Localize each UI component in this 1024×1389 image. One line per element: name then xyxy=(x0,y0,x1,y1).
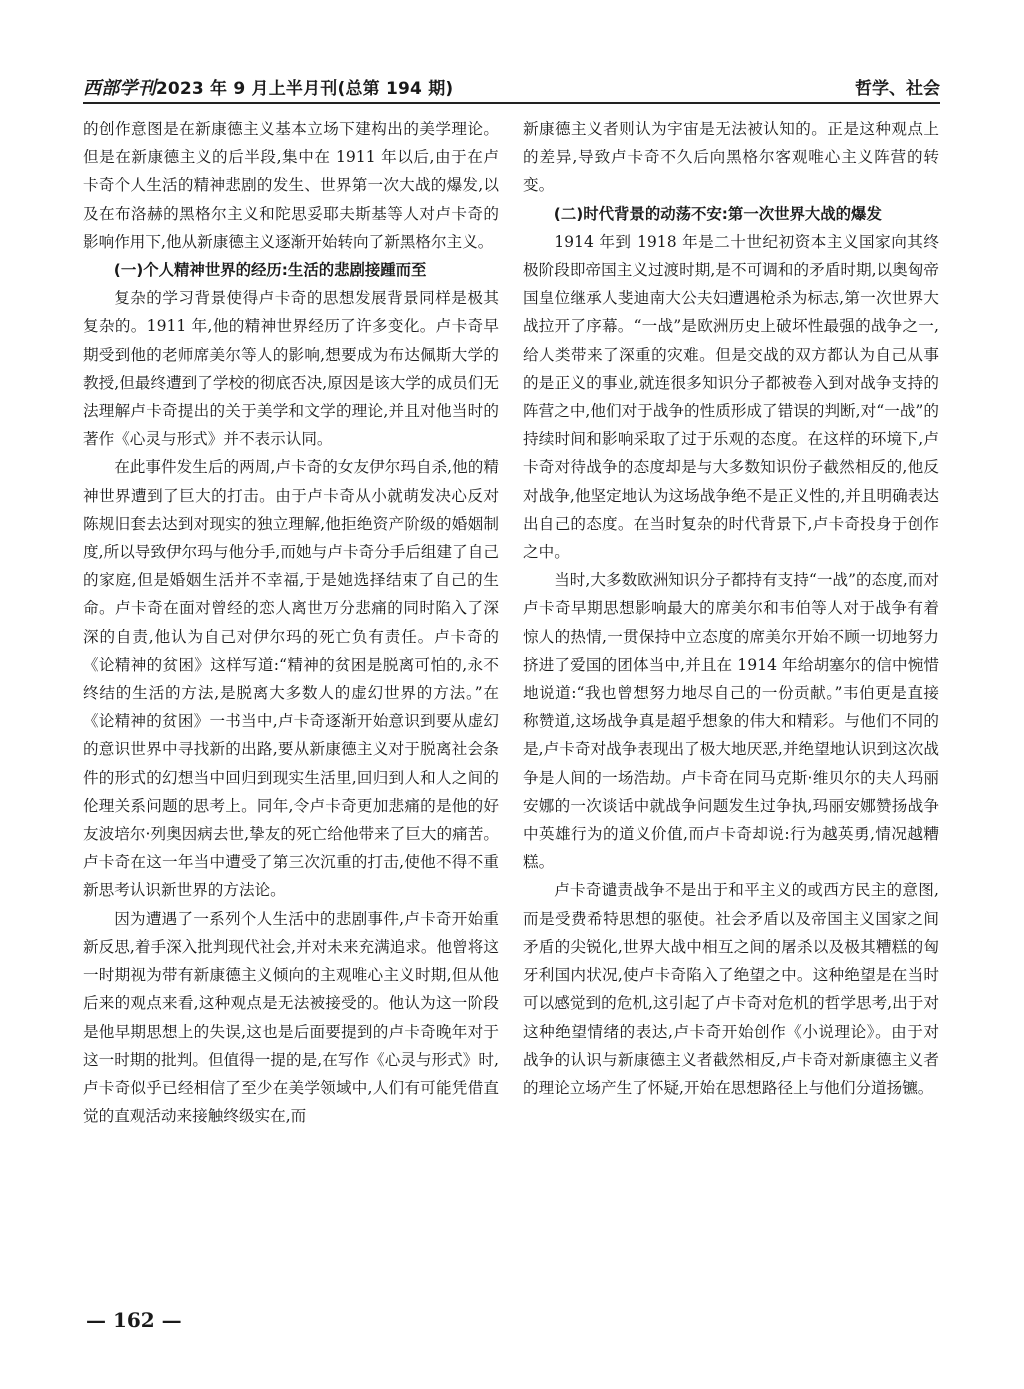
header-journal xyxy=(83,74,453,100)
left-column xyxy=(83,115,499,1130)
section-heading-2: (二)时代背景的动荡不安:第一次世界大战的爆发 xyxy=(553,204,882,223)
issue-info: 2023 年 9 月上半月刊(总第 194 期) xyxy=(155,79,454,99)
paragraph: 新康德主义者则认为宇宙是无法被认知的。正是这种观点上的差异,导致卢卡奇不久后向黑格尔客观唯心主义阵营的转变。 xyxy=(523,120,939,195)
paragraph: 1914 年到 1918 年是二十世纪初资本主义国家向其终极阶段即帝国主义过渡时期,是不可调和的矛盾时期,以奥匈帝国皇位继承人斐迪南大公夫妇遭遇枪杀为标志,第一次世界大战拉开了序幕。“一战”是欧洲历史上破坏性最强的战争之一,给人类带来了深重的灾难。但是交战的双方都认为自己从事的是正义的事业,就连很多知识分子都被卷入到对战争支持的阵营之中,他们对于战争的性质形成了错误的判断,对“一战”的持续时间和影响采取了过于乐观的态度。在这样的环境下,卢卡奇对待战争的态度却是与大多数知识份子截然相反的,他反对战争,他坚定地认为这场战争绝不是正义性的,并且明确表达出自己的态度。在当时复杂的时代背景下,卢卡奇投身于创作之中。 xyxy=(523,232,939,562)
page-number: — 162 — xyxy=(86,1308,182,1332)
paragraph: 的创作意图是在新康德主义基本立场下建构出的美学理论。但是在新康德主义的后半段,集中在 1911 年以后,由于在卢卡奇个人生活的精神悲剧的发生、世界第一次大战的爆发,以及在布洛赫的黑格尔主义和陀思妥耶夫斯基等人对卢卡奇的影响作用下,他从新康德主义逐渐开始转向了新黑格尔主义。 xyxy=(83,120,499,251)
paragraph: 当时,大多数欧洲知识分子都持有支持“一战”的态度,而对卢卡奇早期思想影响最大的席美尔和韦伯等人对于战争有着惊人的热情,一贯保持中立态度的席美尔开始不顾一切地努力挤进了爱国的团体当中,并且在 1914 年给胡塞尔的信中惋惜地说道:“我也曾想努力地尽自己的一份贡献。”韦伯更是直接称赞道,这场战争真是超乎想象的伟大和精彩。与他们不同的是,卢卡奇对战争表现出了极大地厌恶,并绝望地认识到这次战争是人间的一场浩劫。卢卡奇在同马克斯·维贝尔的夫人玛丽安娜的一次谈话中就战争问题发生过争执,玛丽安娜赞扬战争中英雄行为的道义价值,而卢卡奇却说:行为越英勇,情况越糟糕。 xyxy=(523,571,939,872)
paragraph: 因为遭遇了一系列个人生活中的悲剧事件,卢卡奇开始重新反思,着手深入批判现代社会,并对未来充满追求。他曾将这一时期视为带有新康德主义倾向的主观唯心主义时期,但从他后来的观点来看,这种观点是无法被接受的。他认为这一阶段是他早期思想上的失误,这也是后面要提到的卢卡奇晚年对于这一时期的批判。但值得一提的是,在写作《心灵与形式》时,卢卡奇似乎已经相信了至少在美学领域中,人们有可能凭借直觉的直观活动来接触终级实在,而 xyxy=(83,909,499,1126)
paragraph: 在此事件发生后的两周,卢卡奇的女友伊尔玛自杀,他的精神世界遭到了巨大的打击。由于卢卡奇从小就萌发决心反对陈规旧套去达到对现实的独立理解,他拒绝资产阶级的婚姻制度,所以导致伊尔玛与他分手,而她与卢卡奇分手后组建了自己的家庭,但是婚姻生活并不幸福,于是她选择结束了自己的生命。卢卡奇在面对曾经的恋人离世万分悲痛的同时陷入了深深的自责,他认为自己对伊尔玛的死亡负有责任。卢卡奇的《论精神的贫困》这样写道:“精神的贫困是脱离可怕的,永不终结的生活的方法,是脱离大多数人的虚幻世界的方法。”在《论精神的贫困》一书当中,卢卡奇逐渐开始意识到要从虚幻的意识世界中寻找新的出路,要从新康德主义对于脱离社会条件的形式的幻想当中回归到现实生活里,回归到人和人之间的伦理关系问题的思考上。同年,令卢卡奇更加悲痛的是他的好友波培尔·列奥因病去世,挚友的死亡给他带来了巨大的痛苦。卢卡奇在这一年当中遭受了第三次沉重的打击,使他不得不重新思考认识新世界的方法论。 xyxy=(83,458,499,900)
page-header xyxy=(83,72,940,104)
paragraph: 复杂的学习背景使得卢卡奇的思想发展背景同样是极其复杂的。1911 年,他的精神世界经历了许多变化。卢卡奇早期受到他的老师席美尔等人的影响,想要成为布达佩斯大学的教授,但最终遭到了学校的彻底否决,原因是该大学的成员们无法理解卢卡奇提出的关于美学和文学的理论,并且对他当时的著作《心灵与形式》并不表示认同。 xyxy=(83,289,499,449)
journal-logo: 西部学刊 xyxy=(83,78,156,99)
section-label: 哲学、社会 xyxy=(855,79,940,99)
right-column xyxy=(523,115,939,1102)
section-heading-1: (一)个人精神世界的经历:生活的悲剧接踵而至 xyxy=(113,261,427,280)
paragraph: 卢卡奇谴责战争不是出于和平主义的或西方民主的意图,而是受费希特思想的驱使。社会矛盾以及帝国主义国家之间矛盾的尖锐化,世界大战中相互之间的屠杀以及极其糟糕的匈牙利国内状况,使卢卡奇陷入了绝望之中。这种绝望是在当时可以感觉到的危机,这引起了卢卡奇对危机的哲学思考,出于对这种绝望情绪的表达,卢卡奇开始创作《小说理论》。由于对战争的认识与新康德主义者截然相反,卢卡奇对新康德主义者的理论立场产生了怀疑,开始在思想路径上与他们分道扬镳。 xyxy=(523,881,939,1097)
